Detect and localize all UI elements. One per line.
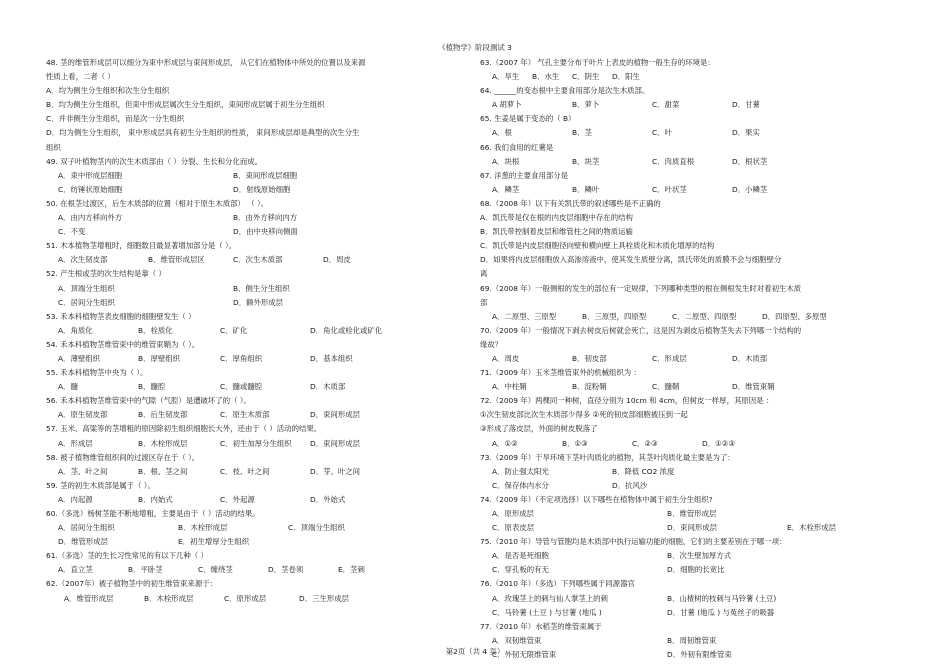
answer-option: C．②③ (632, 438, 658, 448)
answer-option: A．直立茎 (58, 565, 93, 575)
answer-option: D．射线原始细胞 (233, 184, 291, 194)
page-header: 《植物学》阶段测试 3 (438, 43, 512, 52)
answer-option: B．萝卜 (572, 100, 600, 110)
answer-option: C．矿化 (220, 325, 248, 335)
text-line: 48. 茎的维管形成层可以细分为束中形成层与束间形成层， 从它们在植物体中所处的位置以及来源 (46, 58, 366, 67)
answer-option: C．原生木质部 (220, 410, 270, 420)
option-row (480, 592, 910, 606)
answer-option: A．旱生 (492, 72, 520, 82)
answer-option: B．木栓形成层 (138, 438, 188, 448)
option-row (46, 380, 458, 394)
text-line: C．凯氏带是内皮层细胞径向壁和横向壁上具栓质化和木质化增厚的结构 (480, 241, 715, 251)
answer-option: B．侧生分生组织 (233, 283, 290, 293)
answer-option: E．茎刺 (338, 565, 365, 575)
text-line: D．均为侧生分生组织， 束中形成层具有初生分生组织的性质， 束间形成层却是典型的次生分生 (46, 128, 360, 138)
option-row (46, 282, 458, 296)
text-line: 60.（多选）杨树茎能不断地增粗，主要是由于（ ）活动的结果。 (46, 509, 260, 518)
answer-option: C．外韧无限维管束 (492, 649, 557, 659)
answer-option: A．薄壁组织 (58, 353, 101, 363)
answer-option: D．果实 (732, 128, 760, 138)
option-row (46, 225, 458, 239)
answer-option: A．中柱鞘 (492, 382, 527, 392)
text-line: 53. 禾本科植物茎表皮细胞的细胞壁发生（ ） (46, 311, 196, 321)
right-column (480, 56, 910, 662)
answer-option: C．枝、叶之间 (220, 466, 270, 476)
text-line: 缘故？ (480, 339, 503, 349)
answer-option: B．三原型，四原型 (582, 311, 647, 321)
answer-option: C．厚角组织 (220, 353, 263, 363)
answer-option: D．束间形成层 (310, 410, 361, 420)
text-line: 76.（2010 年）（多选）下列哪些属于同源器官 (480, 579, 635, 589)
text-line: 离 (480, 269, 488, 279)
answer-option: E．初生增厚分生组织 (178, 537, 250, 547)
option-row (46, 352, 458, 366)
option-row (480, 352, 910, 366)
answer-option: D．木质部 (732, 353, 768, 363)
text-line: 59. 茎的初生木质部是属于（ ）。 (46, 480, 155, 490)
answer-option: C．马铃薯 (土豆 ) 与甘薯 (地瓜 ) (492, 607, 602, 617)
answer-option: D．周皮 (323, 255, 351, 265)
answer-option: D．由中央移向侧面 (233, 227, 298, 237)
answer-option: B．维管形成层 (667, 509, 717, 518)
option-row (480, 521, 910, 535)
answer-option: C．形成层 (652, 353, 687, 363)
answer-option: C．叶状茎 (652, 184, 687, 194)
answer-option: A．居间分生组织 (58, 523, 115, 533)
answer-option: D．细胞的长宽比 (667, 565, 725, 575)
answer-option: B．茎 (572, 128, 592, 138)
answer-option: C．二原型、四原型 (672, 311, 737, 321)
answer-option: C．顶端分生组织 (288, 523, 345, 533)
answer-option: A．由内方移向外方 (58, 213, 123, 223)
option-row (480, 437, 910, 451)
left-column (46, 56, 458, 606)
answer-option: D．外始式 (310, 494, 346, 504)
text-line: 56. 禾本科植物茎维管束中的气隙（气腔）是遭破坏了的（ ）。 (46, 396, 251, 406)
text-line: 58. 被子植物维管组织间的过渡区存在于（ ）。 (46, 452, 200, 462)
answer-option: C．髓鞘 (652, 382, 680, 392)
option-row (480, 70, 910, 84)
option-row (46, 521, 458, 535)
text-line: 51. 木本植物茎增粗时，细胞数目最显著增加部分是（ ）。 (46, 241, 237, 251)
answer-option: D．甘薯 (732, 100, 760, 110)
text-line: 54. 禾本科植物茎维管束中的维管束鞘为（ ）。 (46, 339, 200, 349)
option-row (46, 324, 458, 338)
answer-option: B．后生韧皮部 (138, 410, 188, 420)
text-line: 75.（2010 年）导管与管胞均是木质部中执行运输功能的细胞，它们的主要差别在于哪一项： (480, 537, 787, 547)
text-line: A．凯氏带是仅在根的内皮层细胞中存在的结构 (480, 213, 633, 223)
text-line: 49. 双子叶植物茎内的次生木质部由（ ）分裂、生长和分化而成。 (46, 156, 263, 166)
answer-option: A．形成层 (58, 438, 93, 448)
answer-option: B．韧皮部 (572, 353, 607, 363)
answer-option: D．角化或栓化或矿化 (310, 325, 383, 335)
answer-option: A．内起源 (58, 494, 93, 504)
answer-option: A．玫瑰茎上的刺与仙人掌茎上的刺 (492, 593, 608, 603)
answer-option: A．防止强太阳光 (492, 466, 549, 476)
answer-option: D．维管束鞘 (732, 382, 775, 392)
answer-option: D．根状茎 (732, 156, 768, 166)
answer-option: A．髓 (58, 382, 78, 392)
answer-option: C．次生木质部 (233, 255, 283, 265)
answer-option: D．三生形成层 (299, 593, 350, 603)
answer-option: B．根、茎之间 (138, 466, 188, 476)
text-line: 性质上看，二者（ ） (46, 72, 115, 82)
text-line: A．均为侧生分生组织和次生分生组织 (46, 86, 170, 96)
answer-option: D．芽、叶之间 (310, 466, 361, 476)
option-row (46, 169, 458, 183)
option-row (46, 563, 458, 577)
text-line: 68.（2008 年）以下有关凯氏带的叙述哪些是不正确的 (480, 198, 661, 208)
option-row (46, 437, 458, 451)
answer-option: B．次生壁加厚方式 (667, 551, 732, 561)
answer-option: D．木质部 (310, 382, 346, 392)
answer-option: D．维管形成层 (58, 537, 109, 547)
answer-option: A．束中形成层细胞 (58, 170, 123, 180)
answer-option: A．①② (492, 438, 518, 448)
text-line: 67. 洋葱的主要食用部分是 (480, 170, 569, 180)
text-line: 57. 玉米、高粱等的茎增粗的原因除初生组织细胞长大外，还由于（ ）活动的结果。 (46, 424, 322, 434)
text-line: 61.（多选）茎的生长习性常见的有以下几种（ ） (46, 551, 208, 561)
text-line: 71.（2009 年）玉米茎维管束外的机械组织为 ： (480, 368, 641, 378)
option-row (46, 493, 458, 507)
text-line: 72.（2009 年）两棵同一种树，直径分别为 10cm 和 4cm，但树皮一样厚，其原因是 ： (480, 396, 774, 406)
answer-option: D．四原型、多原型 (762, 311, 827, 321)
text-line: D．如果将内皮层细胞放入高渗溶液中，使其发生质壁分离，凯氏带处的质膜不会与细胞壁分 (480, 255, 782, 265)
text-line: 66. 我们食用的红薯是 (480, 142, 554, 152)
answer-option: B．水生 (532, 72, 560, 82)
answer-option: A．维管形成层 (64, 593, 114, 603)
answer-option: C．缠绕茎 (198, 565, 233, 575)
option-row (46, 296, 458, 310)
answer-option: B．周韧维管束 (667, 635, 717, 645)
text-line: 73.（2009 年）干旱环境下茎叶肉质化的植物，其茎叶肉质化最主要是为了： (480, 452, 735, 462)
text-line: 部 (480, 297, 488, 307)
option-row (46, 592, 458, 606)
text-line: 77.（2010 年）水稻茎的维管束属于 (480, 621, 602, 631)
answer-option: D．抗风沙 (612, 480, 648, 490)
text-line: 62.（2007年）被子植物茎中的初生维管束来源于： (46, 579, 217, 589)
answer-option: C．外起源 (220, 494, 255, 504)
answer-option: A．茎、叶之间 (58, 466, 108, 476)
answer-option: B．维管形成层区 (148, 255, 205, 265)
option-row (480, 380, 910, 394)
answer-option: D．束间形成层 (310, 438, 361, 448)
answer-option: C．原形成层 (224, 593, 267, 603)
answer-option: A．周皮 (492, 353, 520, 363)
text-line: B．均为侧生分生组织，但束中形成层属次生分生组织，束间形成层属于初生分生组织 (46, 100, 325, 110)
answer-option: D．束间形成层 (667, 523, 718, 533)
text-line: 65. 生姜是属于变态的（ B） (480, 114, 576, 124)
text-line: 52. 产生根或茎的次生结构是靠（ ） (46, 269, 166, 279)
answer-option: B．平卧茎 (128, 565, 163, 575)
option-row (480, 563, 910, 577)
answer-option: D．茎卷须 (268, 565, 304, 575)
text-line: 63.（2007 年） 气孔主要分布于叶片上表皮的植物一般生存的环境是： (480, 58, 715, 67)
answer-option: D．小鳞茎 (732, 184, 768, 194)
answer-option: B．髓腔 (138, 382, 166, 392)
answer-option: A．次生韧皮部 (58, 255, 108, 265)
answer-option: D．①②③ (702, 438, 735, 448)
text-line: 69.（2008 年）一般侧根的发生的部位有一定规律，下列哪种类型的根在侧根发生时对着初生木质 (480, 283, 802, 293)
answer-option: A．原形成层 (492, 509, 535, 518)
answer-option: C．保存体内水分 (492, 480, 549, 490)
answer-option: A．是否是死细胞 (492, 551, 549, 561)
answer-option: A．原生韧皮部 (58, 410, 108, 420)
option-row (46, 253, 458, 267)
answer-option: C．甜菜 (652, 100, 680, 110)
answer-option: B．栓质化 (138, 325, 173, 335)
answer-option: D．甘薯 (地瓜 ) 与菟丝子的吸器 (667, 607, 775, 617)
answer-option: C．初生加厚分生组织 (220, 438, 292, 448)
option-row (480, 155, 910, 169)
text-line: 50. 在根茎过渡区，后生木质部的位置（相对于原生木质部） （ ）。 (46, 198, 269, 208)
answer-option: B．内始式 (138, 494, 173, 504)
text-line: ①次生韧皮部比次生木质部少得多 ②死的韧皮部细胞被压到一起 (480, 410, 688, 420)
answer-option: A．块根 (492, 156, 520, 166)
page-footer: 第2页（共 4 页） (445, 647, 505, 656)
text-line: B．凯氏带控制着皮层和维管柱之间的物质运输 (480, 227, 633, 237)
answer-option: B．木栓形成层 (144, 593, 194, 603)
option-row (46, 211, 458, 225)
text-line: ③形成了落皮层，外面的树皮脱落了 (480, 424, 598, 434)
answer-option: C．纺锤状原始细胞 (58, 184, 123, 194)
answer-option: D．阳生 (612, 72, 640, 82)
answer-option: B．①③ (562, 438, 588, 448)
option-row (46, 408, 458, 422)
option-row (480, 126, 910, 140)
answer-option: C．阴生 (572, 72, 600, 82)
answer-option: B．木栓形成层 (178, 523, 228, 533)
answer-option: A．双韧维管束 (492, 635, 542, 645)
answer-option: B．厚壁组织 (138, 353, 181, 363)
text-line: 64. ______的变态根中主要食用部分是次生木质部。 (480, 86, 650, 96)
answer-option: C．髓或髓腔 (220, 382, 263, 392)
option-row (480, 98, 910, 112)
option-row (480, 549, 910, 563)
answer-option: C．不变 (58, 227, 86, 237)
text-line: 70.（2009 年）一般情况下剥去树皮后树就会死亡，这是因为剥皮后植物茎失去下列哪一个结构的 (480, 325, 802, 335)
option-row (46, 183, 458, 197)
answer-option: D．额外形成层 (233, 297, 284, 307)
answer-option: D．基本组织 (310, 353, 353, 363)
answer-option: A．二原型、三原型 (492, 311, 557, 321)
option-row (480, 507, 910, 521)
option-row (46, 535, 458, 549)
answer-option: A．角质化 (58, 325, 93, 335)
answer-option: C．居间分生组织 (58, 297, 115, 307)
answer-option: A．根 (492, 128, 512, 138)
option-row (480, 183, 910, 197)
option-row (480, 465, 910, 479)
answer-option: E．木栓形成层 (787, 523, 837, 533)
text-line: 55. 禾本科植物茎中央为（ ）。 (46, 368, 148, 378)
option-row (480, 606, 910, 620)
answer-option: C．原表皮层 (492, 523, 535, 533)
answer-option: B．鳞叶 (572, 184, 600, 194)
answer-option: B．束间形成层细胞 (233, 170, 298, 180)
answer-option: B．山楂树的枝刺与马铃薯 (土豆) (667, 593, 777, 603)
answer-option: B．降低 CO2 浓度 (612, 466, 675, 476)
answer-option: B．由外方移向内方 (233, 213, 298, 223)
text-line: 组织 (46, 142, 61, 152)
answer-option: D．外韧有限维管束 (667, 649, 732, 659)
answer-option: B．块茎 (572, 156, 600, 166)
answer-option: A．顶端分生组织 (58, 283, 115, 293)
option-row (480, 479, 910, 493)
text-line: C．并非侧生分生组织，而是次一分生组织 (46, 114, 185, 124)
text-line: 74.（2009 年）（不定项选择）以下哪些在植物体中属于初生分生组织? (480, 494, 713, 504)
answer-option: C．肉质直根 (652, 156, 695, 166)
answer-option: C．叶 (652, 128, 672, 138)
option-row (46, 465, 458, 479)
answer-option: C．穿孔板的有无 (492, 565, 549, 575)
option-row (480, 310, 910, 324)
answer-option: B．淀粉鞘 (572, 382, 607, 392)
answer-option: A．鳞茎 (492, 184, 520, 194)
answer-option: A 胡萝卜 (492, 100, 522, 110)
